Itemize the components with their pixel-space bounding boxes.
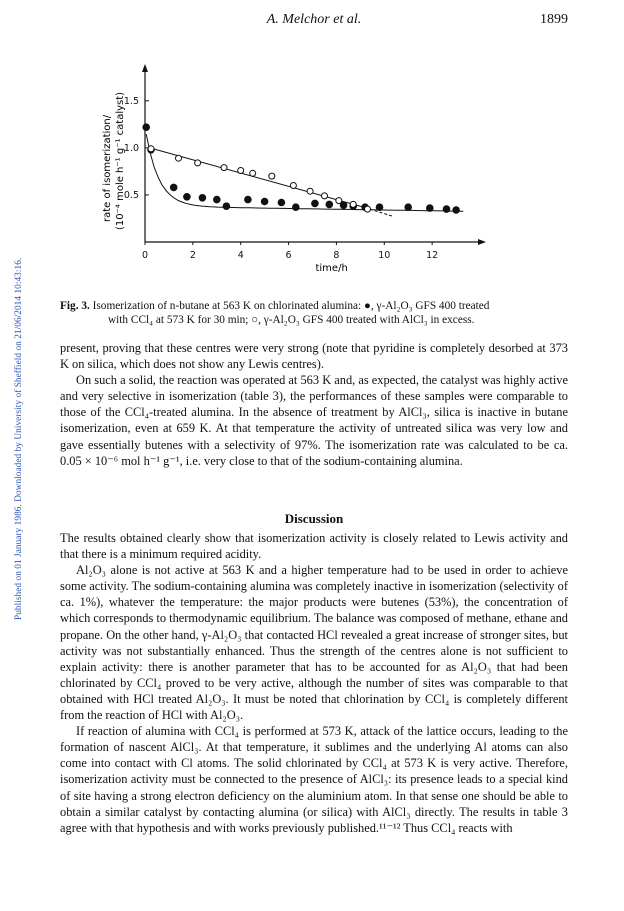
caption-label: Fig. 3.	[60, 300, 90, 312]
download-watermark-text: Published on 01 January 1986. Downloaded by University of Sheffield on 21/06/2014 10:43:16.	[14, 257, 24, 620]
data-point-open	[221, 165, 227, 171]
page-number: 1899	[540, 12, 568, 27]
data-point-filled	[170, 184, 177, 191]
chart-marks	[143, 124, 460, 213]
data-point-filled	[443, 206, 450, 213]
paragraph-3: The results obtained clearly show that isomerization activity is closely related to Lewis activity and that there is a minimum required acidity.	[60, 531, 568, 562]
chart-axes	[142, 64, 486, 245]
data-point-open	[238, 168, 244, 174]
data-point-filled	[278, 199, 285, 206]
y-tick-label: 0.5	[123, 189, 139, 201]
data-point-filled	[184, 194, 191, 201]
fit-curve-filled	[146, 134, 463, 211]
data-point-open	[269, 173, 275, 179]
y-axis-label-line1: rate of isomerization/	[102, 114, 113, 222]
x-tick-label: 12	[426, 250, 439, 261]
caption-line-2: with CCl₄ at 573 K for 30 min; ○, γ-Al₂O₃ GFS 400 treated with AlCl₃ in excess.	[108, 313, 475, 326]
paragraph-4: Al₂O₃ alone is not active at 563 K and a higher temperature had to be used in order to achieve some activity. The sodium-containing alumina was completely inactive in isomerization (selectivity of ca. 1%), whatever the temperature: the major products were butenes (53%), the concentration of which corresponds to thermodynamic equilibrium. The balance was composed of methane, ethane and propane. On the other hand, γ-Al₂O₃ that contacted HCl revealed a great increase of stronger sites, but activity was not substantially enhanced. Thus the strength of the centres alone is not sufficient to explain activity: there is another parameter that has to be accounted for as Al₂O₃ that had been chlorinated by CCl₄ proved to be very active, although the number of sites was comparable to that obtained with HCl treated Al₂O₃. It must be noted that chlorination by CCl₄ is completely different from the reaction of HCl with Al₂O₃.	[60, 563, 568, 723]
data-point-filled	[293, 204, 300, 211]
chart-fit-lines	[146, 134, 463, 216]
x-tick-label: 10	[378, 250, 391, 261]
data-point-filled	[405, 204, 412, 211]
data-point-open	[336, 198, 342, 204]
figure-caption	[60, 300, 568, 327]
data-point-open	[148, 146, 154, 152]
x-tick-label: 0	[141, 250, 149, 261]
data-point-open	[290, 183, 296, 189]
data-point-filled	[312, 200, 319, 207]
data-point-filled	[261, 198, 268, 205]
running-author: A. Melchor et al.	[266, 12, 362, 27]
y-tick-label: 1.0	[123, 142, 139, 154]
data-point-filled	[453, 207, 460, 214]
data-point-filled	[326, 201, 333, 208]
data-point-filled	[199, 195, 206, 202]
data-point-filled	[427, 205, 434, 212]
chart-ticks	[124, 96, 438, 261]
body-text-discussion	[60, 530, 568, 836]
data-point-filled	[214, 196, 221, 203]
section-heading-discussion: Discussion	[284, 511, 344, 526]
x-tick-label: 2	[189, 250, 196, 261]
y-axis-arrow	[142, 64, 148, 72]
download-watermark	[2, 150, 24, 620]
data-point-filled	[143, 124, 150, 131]
data-point-open	[176, 155, 182, 161]
data-point-open	[365, 206, 371, 212]
x-axis-label: time/h	[315, 263, 348, 274]
x-tick-label: 6	[285, 250, 292, 261]
data-point-filled	[376, 204, 383, 211]
x-axis-arrow	[478, 239, 486, 245]
data-point-filled	[245, 196, 252, 203]
paragraph-2: On such a solid, the reaction was operated at 563 K and, as expected, the catalyst was highly active and very selective in isomerization (table 3), the performances of these samples were comparable to those of the CCl₄-treated alumina. In the absence of treatment by AlCl₃, silica is inactive in butane isomerization, even at 659 K. At that temperature the activity of untreated silica was very low and gave essentially butenes with a selectivity of 97%. The isomerization rate was calculated to be ca. 0.05 × 10⁻⁶ mol h⁻¹ g⁻¹, i.e. very close to that of the sodium-containing alumina.	[60, 373, 568, 468]
data-point-open	[195, 160, 201, 166]
paragraph-1: present, proving that these centres were very strong (note that pyridine is completely desorbed at 373 K on silica, which does not show any Lewis centres).	[60, 341, 568, 372]
caption-text: Isomerization of n-butane at 563 K on chlorinated alumina: ●, γ-Al₂O₃ GFS 400 treated	[92, 300, 490, 312]
data-point-open	[307, 188, 313, 194]
data-point-open	[250, 170, 256, 176]
x-tick-label: 8	[333, 250, 340, 261]
body-text-upper	[60, 340, 568, 469]
x-tick-label: 4	[237, 250, 244, 261]
data-point-open	[350, 201, 356, 207]
paragraph-5: If reaction of alumina with CCl₄ is performed at 573 K, attack of the lattice occurs, leading to the formation of nascent AlCl₃. At that temperature, it sublimes and the underlying Al atoms can also come into contact with Cl atoms. The solid chlorinated by CCl₄ at 573 K is very active. Therefore, isomerization activity must be connected to the presence of AlCl₃: its presence leads to a special kind of site having a strong electron deficiency on the aluminium atom. In that sense one should be able to obtain a similar catalyst by contacting alumina (or silica) with AlCl₃ directly. The results in table 3 agree with that hypothesis and with works previously published.¹¹⁻¹² Thus CCl₄ reacts with	[60, 724, 568, 835]
figure-3-chart	[80, 60, 500, 300]
running-header	[60, 10, 568, 30]
data-point-open	[322, 193, 328, 199]
y-tick-label: 1.5	[123, 95, 139, 107]
y-axis-label-line2: (10⁻⁴ mole h⁻¹ g⁻¹ catalyst)	[115, 91, 126, 230]
data-point-filled	[223, 203, 230, 210]
